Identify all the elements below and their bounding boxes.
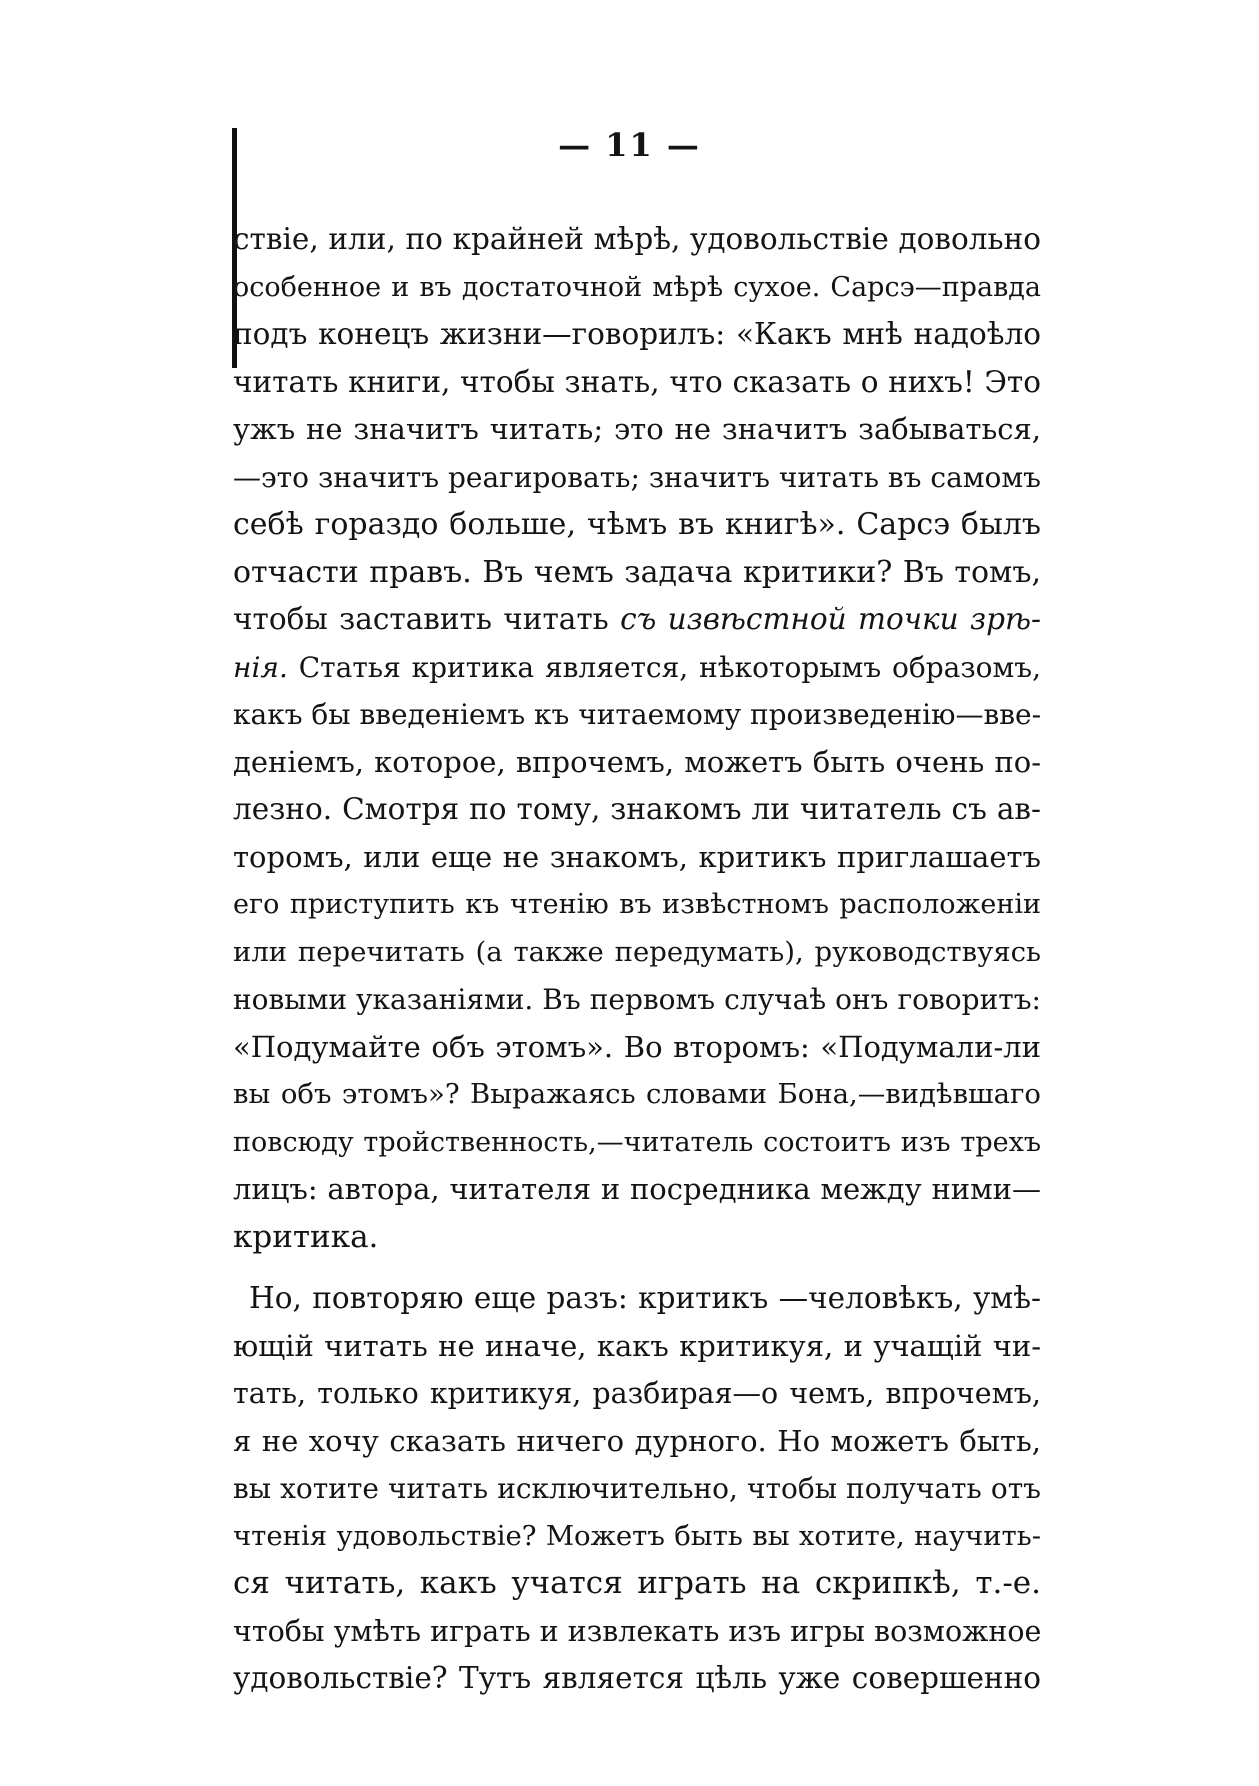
text-line: «Подумайте объ этомъ». Во второмъ: «Подумали-ли (233, 1029, 1041, 1064)
text-line: лезно. Смотря по тому, знакомъ ли читатель съ ав- (233, 792, 1041, 826)
text-line: деніемъ, которое, впрочемъ, можетъ быть очень по- (233, 744, 1041, 779)
text-line: повсюду тройственность,—читатель состоитъ изъ трехъ (233, 1126, 1041, 1158)
paragraph-gap (233, 1261, 1041, 1275)
text-line: вы хотите читать исключительно, чтобы получать отъ (233, 1472, 1041, 1505)
text-line: Но, повторяю еще разъ: критикъ —человѣкъ, умѣ- (249, 1281, 1041, 1315)
text-segment: чтобы заставить читать (233, 602, 621, 636)
text-line: критика. (233, 1218, 379, 1255)
text-line: ужъ не значитъ читать; это не значитъ забываться, (233, 412, 1041, 446)
text-line: лицъ: автора, читателя и посредника между ними— (233, 1172, 1041, 1206)
text-line: я не хочу сказать ничего дурного. Но можетъ быть, (233, 1423, 1041, 1458)
text-line: его приступить къ чтенію въ извѣстномъ расположеніи (233, 889, 1041, 920)
text-line: вы объ этомъ»? Выражаясь словами Бона,—видѣвшаго (233, 1078, 1041, 1110)
text-line: ющій читать не иначе, какъ критикуя, и учащій чи- (233, 1328, 1041, 1363)
text-line: или перечитать (а также передумать), руководствуясь (233, 935, 1041, 968)
text-line: —это значитъ реагировать; значитъ читать въ самомъ (233, 460, 1041, 494)
body-text (233, 216, 1041, 1703)
text-line: новыми указаніями. Въ первомъ случаѣ онъ говоритъ: (233, 983, 1041, 1016)
text-line: чтобы умѣть играть и извлекать изъ игры возможное (233, 1614, 1041, 1648)
italic-phrase: нія. (233, 650, 288, 684)
italic-phrase: съ извѣстной точки зрѣ- (620, 602, 1041, 636)
text-line: отчасти правъ. Въ чемъ задача критики? Въ томъ, (233, 554, 1041, 590)
text-line: подъ конецъ жизни—говорилъ: «Какъ мнѣ надоѣло (233, 317, 1041, 351)
text-line: себѣ гораздо больше, чѣмъ въ книгѣ». Сарсэ былъ (233, 507, 1041, 542)
text-line: чтенія удовольствіе? Можетъ быть вы хотите, научить- (233, 1519, 1041, 1552)
text-line: какъ бы введеніемъ къ читаемому произведенію—вве- (233, 698, 1041, 731)
text-line: удовольствіе? Тутъ является цѣль уже совершенно (233, 1661, 1041, 1695)
text-line: читать книги, чтобы знать, что сказать о нихъ! Это (233, 364, 1041, 399)
text-line: ся читать, какъ учатся играть на скрипкѣ, т.-е. (233, 1565, 1041, 1601)
text-line: особенное и въ достаточной мѣрѣ сухое. Сарсэ—правда (233, 271, 1041, 303)
text-segment: Статья критика является, нѣкоторымъ образомъ, (287, 650, 1041, 684)
text-line: ствіе, или, по крайней мѣрѣ, удовольствіе довольно (233, 222, 1041, 256)
page-number: — 11 — (558, 126, 701, 164)
text-line: тать, только критикуя, разбирая—о чемъ, впрочемъ, (233, 1377, 1041, 1410)
text-line (233, 596, 1041, 644)
text-line: торомъ, или еще не знакомъ, критикъ приглашаетъ (233, 839, 1041, 874)
text-line (233, 644, 1041, 692)
